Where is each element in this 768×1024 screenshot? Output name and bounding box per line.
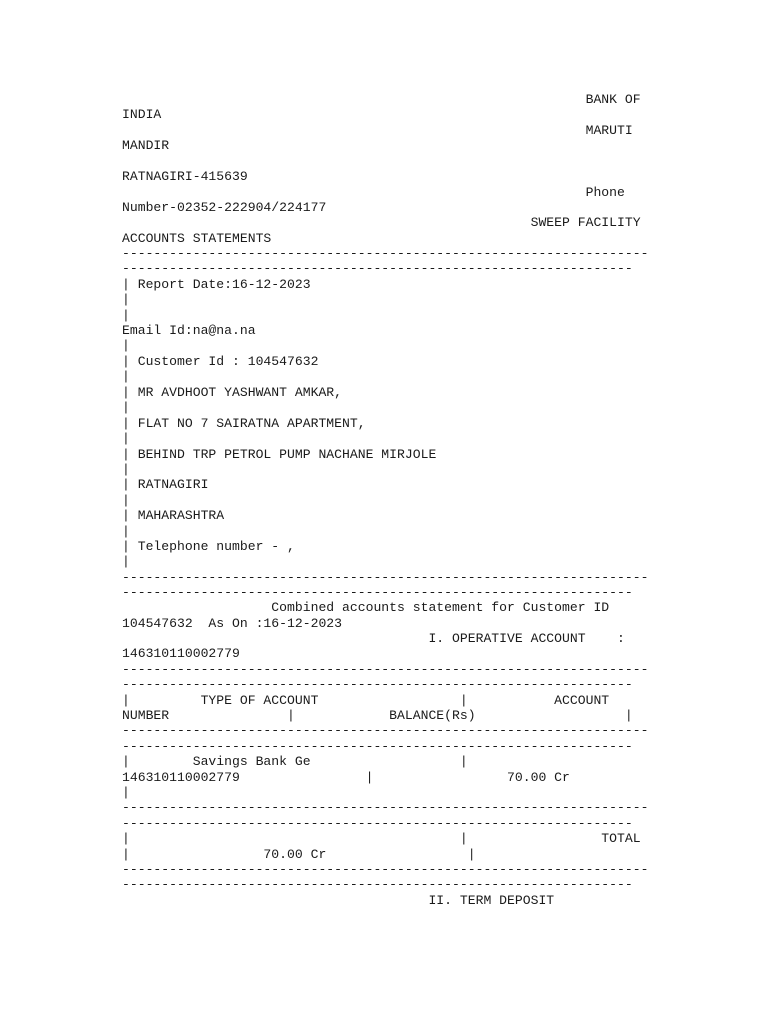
branch-name-line-2: MANDIR xyxy=(122,138,170,153)
separator-line: ------------------------------------------------------------------- xyxy=(122,662,649,677)
border-pipe: | xyxy=(122,338,130,353)
statements-title: ACCOUNTS STATEMENTS xyxy=(122,231,272,246)
border-pipe: | xyxy=(122,308,130,323)
border-pipe: | xyxy=(122,431,130,446)
table-row-account-type: | Savings Bank Ge | xyxy=(122,754,468,769)
border-pipe: | xyxy=(122,292,130,307)
address-line-1: | FLAT NO 7 SAIRATNA APARTMENT, xyxy=(122,416,366,431)
separator-line: ----------------------------------------------------------------- xyxy=(122,677,633,692)
branch-address: RATNAGIRI-415639 xyxy=(122,169,248,184)
report-date: | Report Date:16-12-2023 xyxy=(122,277,311,292)
separator-line: ----------------------------------------------------------------- xyxy=(122,585,633,600)
combined-statement-heading: Combined accounts statement for Customer ID xyxy=(122,600,610,615)
border-pipe: | xyxy=(122,554,130,569)
separator-line: ------------------------------------------------------------------- xyxy=(122,800,649,815)
operative-account-number: 146310110002779 xyxy=(122,646,240,661)
separator-line: ------------------------------------------------------------------- xyxy=(122,246,649,261)
separator-line: ----------------------------------------------------------------- xyxy=(122,739,633,754)
separator-line: ----------------------------------------------------------------- xyxy=(122,816,633,831)
customer-name: | MR AVDHOOT YASHWANT AMKAR, xyxy=(122,385,343,400)
telephone-number: | Telephone number - , xyxy=(122,539,295,554)
border-pipe: | xyxy=(122,400,130,415)
bank-name-line-1: BANK OF xyxy=(122,92,641,107)
table-total-value: | 70.00 Cr | xyxy=(122,847,476,862)
border-pipe: | xyxy=(122,524,130,539)
email-id: Email Id:na@na.na xyxy=(122,323,256,338)
operative-account-heading: I. OPERATIVE ACCOUNT : xyxy=(122,631,625,646)
border-pipe: | xyxy=(122,493,130,508)
phone-label: Phone xyxy=(122,185,625,200)
border-pipe: | xyxy=(122,462,130,477)
branch-name-line-1: MARUTI xyxy=(122,123,633,138)
separator-line: ----------------------------------------------------------------- xyxy=(122,261,633,276)
separator-line: ----------------------------------------------------------------- xyxy=(122,877,633,892)
address-city: | RATNAGIRI xyxy=(122,477,209,492)
border-pipe: | xyxy=(122,369,130,384)
separator-line: ------------------------------------------------------------------- xyxy=(122,570,649,585)
border-pipe: | xyxy=(122,785,130,800)
separator-line: ------------------------------------------------------------------- xyxy=(122,862,649,877)
term-deposit-heading: II. TERM DEPOSIT xyxy=(122,893,555,908)
combined-statement-date: 104547632 As On :16-12-2023 xyxy=(122,616,343,631)
phone-number: Number-02352-222904/224177 xyxy=(122,200,327,215)
address-line-2: | BEHIND TRP PETROL PUMP NACHANE MIRJOLE xyxy=(122,447,437,462)
customer-id: | Customer Id : 104547632 xyxy=(122,354,319,369)
facility-title: SWEEP FACILITY xyxy=(122,215,641,230)
bank-name-line-2: INDIA xyxy=(122,107,162,122)
table-total-label: | | TOTAL xyxy=(122,831,641,846)
address-state: | MAHARASHTRA xyxy=(122,508,225,523)
separator-line: ------------------------------------------------------------------- xyxy=(122,723,649,738)
table-header-row-2: NUMBER | BALANCE(Rs) | xyxy=(122,708,633,723)
table-row-account-number-balance: 146310110002779 | 70.00 Cr xyxy=(122,770,570,785)
table-header-row-1: | TYPE OF ACCOUNT | ACCOUNT xyxy=(122,693,610,708)
